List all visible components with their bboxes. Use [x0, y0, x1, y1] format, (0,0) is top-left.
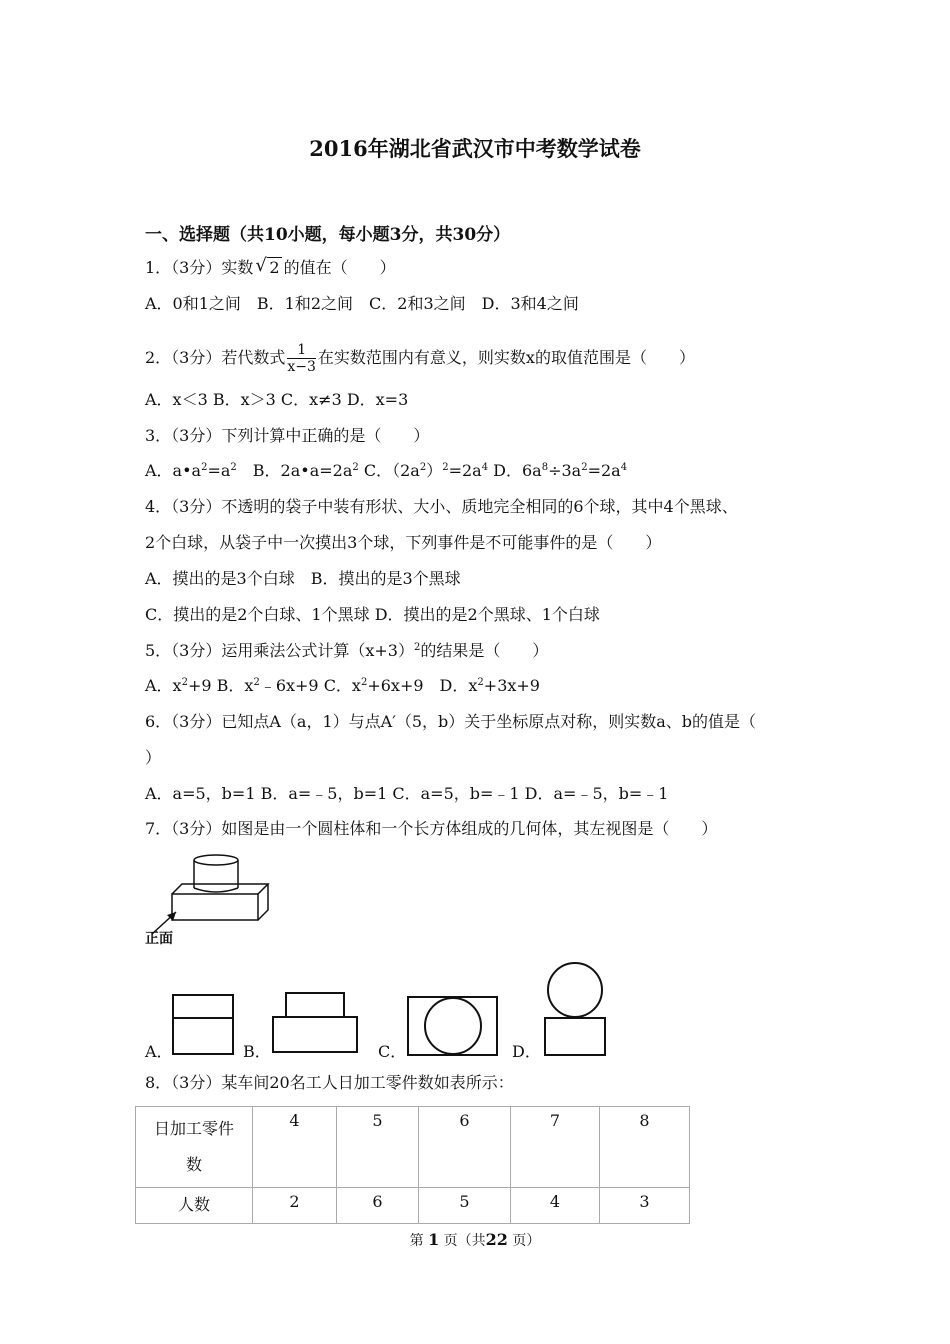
table-header-cell: 日加工零件 数 [136, 1107, 253, 1188]
table-row [136, 1188, 690, 1224]
table-header-cell: 人数 [136, 1188, 253, 1224]
table-row [136, 1107, 690, 1188]
question-5: 5．（3分）运用乘法公式计算$(x+3)^2$的结果是（ ） [145, 641, 549, 660]
q3-options: A．$a•a^2=a^2$ B．$2a•a=2a^2$ C．$(2a^2)^2=2a^4$ D．$6a^8\div 3a^2=2a^4$ [145, 461, 628, 480]
table-cell: 4 [511, 1188, 600, 1224]
question-6-line-1: 6．（3分）已知点A（a，1）与点A′（5，b）关于坐标原点对称，则实数a、b的值是（ [145, 712, 757, 731]
q1-radicand: 2 [269, 258, 280, 277]
table-cell: 5 [419, 1188, 511, 1224]
option-a-label: A． [145, 1042, 173, 1061]
option-d-label: D． [512, 1042, 541, 1061]
question-6-line-2: ） [145, 748, 162, 767]
q2-numerator: 1 [287, 342, 316, 359]
data-table [135, 1106, 690, 1224]
page-footer: 第 1 页（共22 页） [409, 1230, 541, 1249]
table-cell: 3 [600, 1188, 690, 1224]
q1-options: A．0和1之间 B．1和2之间 C．2和3之间 D．3和4之间 [145, 294, 579, 313]
option-a-figure [172, 994, 234, 1056]
option-c-figure [407, 996, 499, 1058]
table-cell: 4 [253, 1107, 337, 1188]
section-heading: 一、选择题（共10小题，每小题3分，共30分） [145, 225, 511, 245]
q1-suffix: 的值在（ ） [283, 258, 396, 277]
table-cell: 6 [337, 1188, 419, 1224]
page-title: 2016年湖北省武汉市中考数学试卷 [309, 136, 641, 161]
option-c-label: C． [378, 1042, 407, 1061]
table-cell: 2 [253, 1188, 337, 1224]
cylinder-bottom [194, 888, 238, 892]
q2-prefix: 2．（3分）若代数式 [145, 348, 286, 367]
question-1 [145, 255, 396, 278]
q4-options-1: A．摸出的是3个白球 B．摸出的是3个黑球 [145, 569, 461, 588]
question-3: 3．（3分）下列计算中正确的是（ ） [145, 426, 430, 445]
question-7: 7．（3分）如图是由一个圆柱体和一个长方体组成的几何体，其左视图是（ ） [145, 819, 718, 838]
q5-options: A．$x^2+9$ B．$x^2﹣6x+9$ C．$x^2+6x+9$ D．$x^2+3x+9$ [145, 676, 540, 695]
question-8: 8．（3分）某车间20名工人日加工零件数如表所示： [145, 1073, 514, 1092]
q4-options-2: C．摸出的是2个白球、1个黑球 D．摸出的是2个黑球、1个白球 [145, 605, 600, 624]
question-4-line-1: 4．（3分）不透明的袋子中装有形状、大小、质地完全相同的6个球，其中4个黑球、 [145, 497, 738, 516]
fraction [287, 342, 316, 375]
q6-options: A．a=5，b=1 B．a=﹣5，b=1 C．a=5，b=﹣1 D．a=﹣5，b=﹣1 [145, 784, 669, 803]
sqrt-symbol: √ 2 [255, 255, 280, 277]
table-cell: 5 [337, 1107, 419, 1188]
q2-denominator: x−3 [287, 359, 316, 375]
option-b-label: B． [243, 1042, 271, 1061]
q2-suffix: 在实数范围内有意义，则实数x的取值范围是（ ） [317, 348, 695, 367]
option-d-figure [543, 962, 609, 1058]
question-2 [145, 342, 695, 375]
front-label: 正面 [145, 931, 173, 947]
table-cell: 8 [600, 1107, 690, 1188]
table-cell: 7 [511, 1107, 600, 1188]
table-cell: 6 [419, 1107, 511, 1188]
question-4-line-2: 2个白球，从袋子中一次摸出3个球，下列事件是不可能事件的是（ ） [145, 533, 662, 552]
q1-prefix: 1．（3分）实数 [145, 258, 254, 277]
cylinder-top [194, 855, 238, 865]
cuboid-front [172, 894, 258, 920]
q2-options: A．x＜3 B．x＞3 C．x≠3 D．x=3 [145, 390, 409, 409]
option-b-figure [272, 992, 360, 1054]
